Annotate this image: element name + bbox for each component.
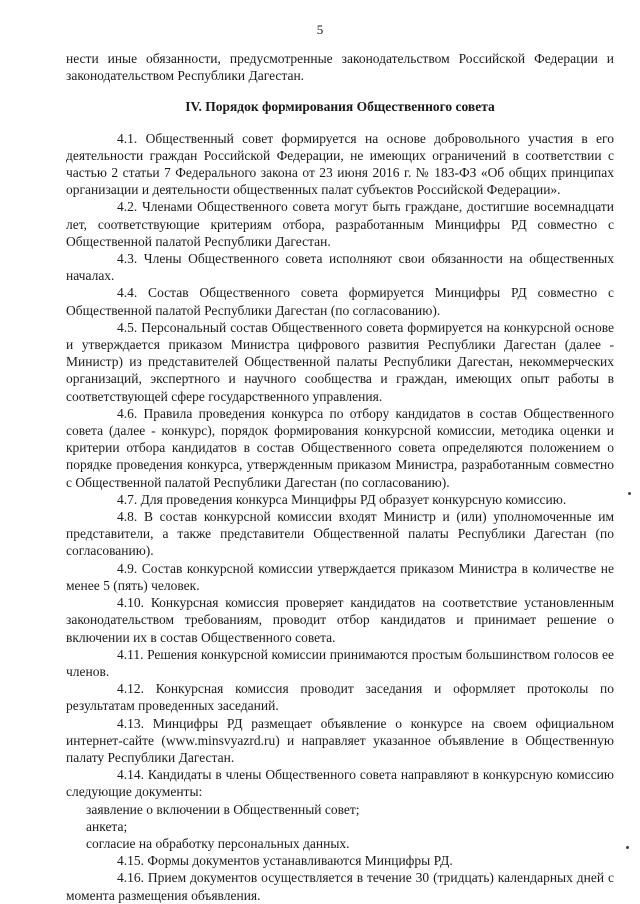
paragraph-4-1: 4.1. Общественный совет формируется на основе добровольного участия в его деятельности граждан Российской Федерации, не имеющих ограничений в соответствии с частью 2 статьи 7 Федерального закона от 23 июня 2016 г. № 183-ФЗ «Об общих принципах организации и деятельности общественных палат субъектов Российской Федерации». [66, 130, 614, 198]
paragraph-4-4: 4.4. Состав Общественного совета формируется Минцифры РД совместно с Общественной палатой Республики Дагестан (по согласованию). [66, 285, 614, 318]
paragraph-4-12: 4.12. Конкурсная комиссия проводит заседания и оформляет протоколы по результатам проведенных заседаний. [66, 681, 614, 714]
paragraph-4-6: 4.6. Правила проведения конкурса по отбору кандидатов в состав Общественного совета (далее - конкурс), порядок формирования конкурсной комиссии, методика оценки и критерии отбора кандидатов в состав Общественного совета определяются положением о порядке проведения конкурса, утвержденным приказом Министра, разработанным совместно с Общественной палатой Республики Дагестан (по согласованию). [66, 405, 614, 490]
list-item: анкета; [86, 818, 128, 834]
scan-speck [628, 492, 631, 495]
list-item: заявление о включении в Общественный совет; [86, 801, 360, 817]
list-item: согласие на обработку персональных данных. [86, 835, 350, 851]
paragraph-4-2: 4.2. Членами Общественного совета могут быть граждане, достигшие восемнадцати лет, соответствующие критериям отбора, разработанным Минцифры РД совместно с Общественной палатой Республики Дагестан. [66, 199, 614, 249]
paragraph-4-14: 4.14. Кандидаты в члены Общественного совета направляют в конкурсную комиссию следующие документы: [66, 767, 614, 800]
paragraph-4-10: 4.10. Конкурсная комиссия проверяет кандидатов на соответствие установленным законодательством требованиям, проводит отбор кандидатов и принимает решение о включении их в состав Общественного совета. [66, 595, 614, 645]
document-body [66, 50, 614, 904]
paragraph-4-7: 4.7. Для проведения конкурса Минцифры РД образует конкурсную комиссию. [117, 491, 567, 507]
paragraph-4-9: 4.9. Состав конкурсной комиссии утверждается приказом Министра в количестве не менее 5 (пять) человек. [66, 560, 614, 593]
section-heading: IV. Порядок формирования Общественного совета [185, 99, 495, 115]
paragraph-4-5: 4.5. Персональный состав Общественного совета формируется на конкурсной основе и утверждается приказом Министра цифрового развития Республики Дагестан (далее - Министр) из представителей Общественной палаты Республики Дагестан, некоммерческих организаций, экспертного и научного сообщества и граждан, имеющих опыт работы в соответствующей сфере государственного управления. [66, 319, 614, 404]
paragraph-4-15: 4.15. Формы документов устанавливаются Минцифры РД. [117, 853, 453, 869]
paragraph-4-16: 4.16. Прием документов осуществляется в течение 30 (тридцать) календарных дней с момента размещения объявления. [66, 870, 614, 903]
intro-paragraph: нести иные обязанности, предусмотренные законодательством Российской Федерации и законодательством Республики Дагестан. [66, 51, 614, 84]
paragraph-4-8: 4.8. В состав конкурсной комиссии входят Министр и (или) уполномоченные им представители, а также представители Общественной палаты Республики Дагестан (по согласованию). [66, 509, 614, 559]
page-number: 5 [316, 22, 324, 37]
paragraph-4-11: 4.11. Решения конкурсной комиссии принимаются простым большинством голосов ее членов. [66, 646, 614, 679]
paragraph-4-13: 4.13. Минцифры РД размещает объявление о конкурсе на своем официальном интернет-сайте (www.minsvyazrd.ru) и направляет указанное объявление в Общественную палату Республики Дагестан. [66, 715, 614, 765]
paragraph-4-3: 4.3. Члены Общественного совета исполняют свои обязанности на общественных началах. [66, 251, 614, 284]
scan-speck [626, 846, 629, 849]
